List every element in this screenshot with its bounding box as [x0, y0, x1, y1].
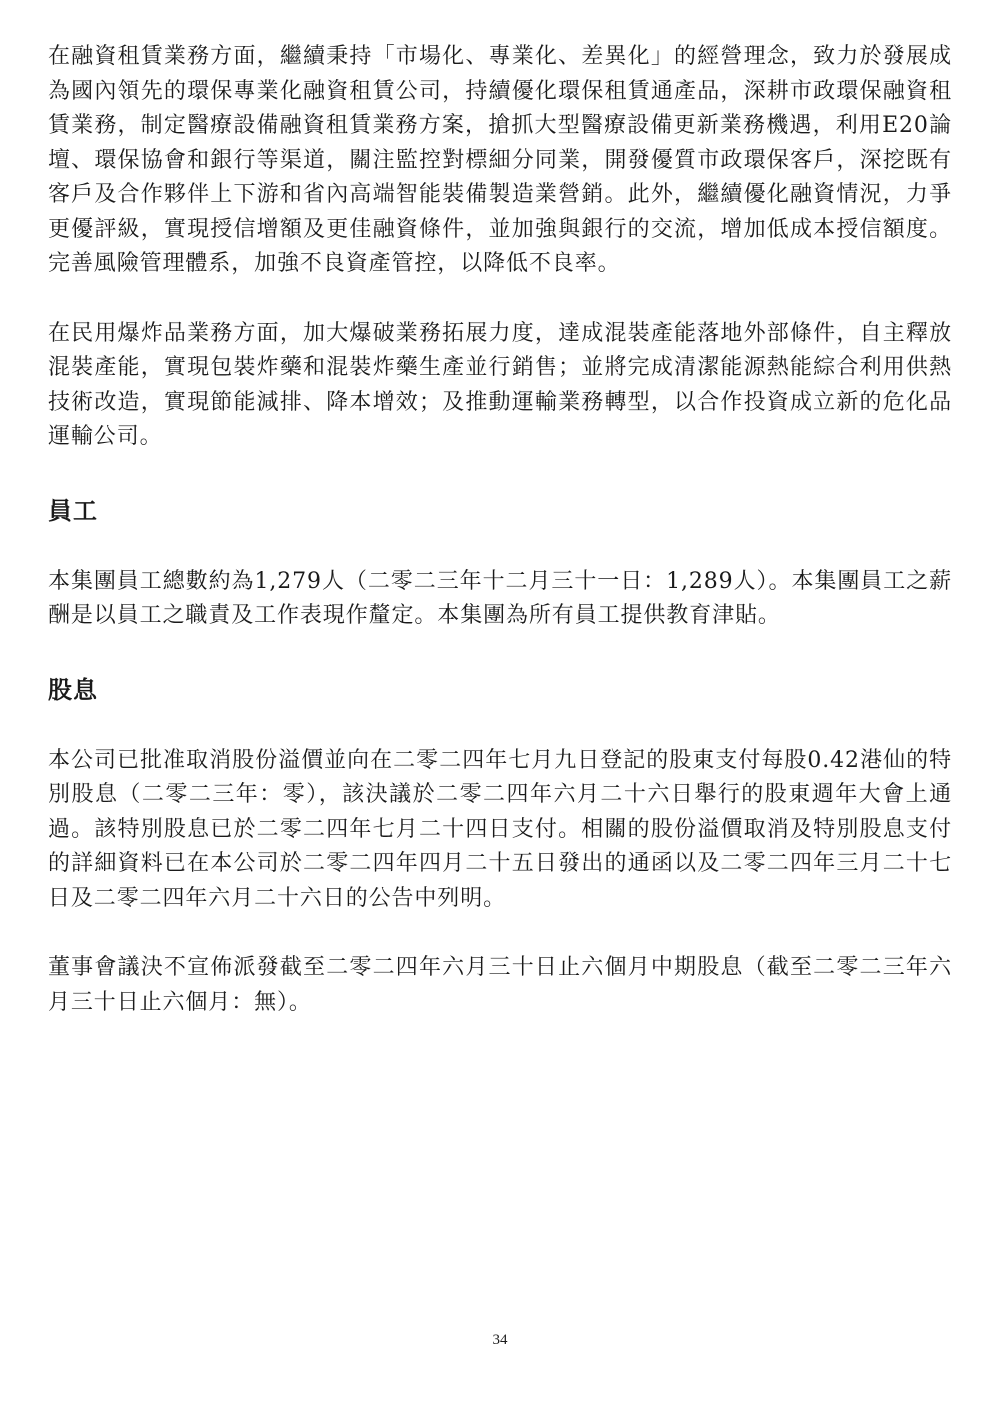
leasing-business-paragraph: 在融資租賃業務方面，繼續秉持「市場化、專業化、差異化」的經營理念，致力於發展成為國內領先的環保專業化融資租賃公司，持續優化環保租賃通產品，深耕市政環保融資租賃業務，制定醫療設備融資租賃業務方案，搶抓大型醫療設備更新業務機遇，利用E20論壇、環保協會和銀行等渠道，關注監控對標細分同業，開發優質市政環保客戶，深挖既有客戶及合作夥伴上下游和省內高端智能裝備製造業營銷。此外，繼續優化融資情況，力爭更優評級，實現授信增額及更佳融資條件，並加強與銀行的交流，增加低成本授信額度。完善風險管理體系，加強不良資產管控，以降低不良率。 [48, 44, 952, 276]
employees-paragraph: 本集團員工總數約為1,279人（二零二三年十二月三十一日：1,289人）。本集團員工之薪酬是以員工之職責及工作表現作釐定。本集團為所有員工提供教育津貼。 [48, 568, 952, 628]
page-number: 34 [492, 1332, 508, 1348]
special-dividend-paragraph: 本公司已批准取消股份溢價並向在二零二四年七月九日登記的股東支付每股0.42港仙的特別股息（二零二三年：零），該決議於二零二四年六月二十六日舉行的股東週年大會上通過。該特別股息已於二零二四年七月二十四日支付。相關的股份溢價取消及特別股息支付的詳細資料已在本公司於二零二四年四月二十五日發出的通函以及二零二四年三月二十七日及二零二四年六月二十六日的公告中列明。 [48, 747, 952, 911]
employees-heading: 員工 [48, 496, 98, 525]
dividend-heading: 股息 [48, 675, 98, 704]
explosives-business-paragraph: 在民用爆炸品業務方面，加大爆破業務拓展力度，達成混裝產能落地外部條件，自主釋放混裝產能，實現包裝炸藥和混裝炸藥生產並行銷售；並將完成清潔能源熱能綜合利用供熱技術改造，實現節能減排、降本增效；及推動運輸業務轉型，以合作投資成立新的危化品運輸公司。 [48, 320, 952, 449]
page-body [48, 40, 952, 1020]
interim-dividend-paragraph: 董事會議決不宣佈派發截至二零二四年六月三十日止六個月中期股息（截至二零二三年六月三十日止六個月：無）。 [48, 955, 952, 1015]
